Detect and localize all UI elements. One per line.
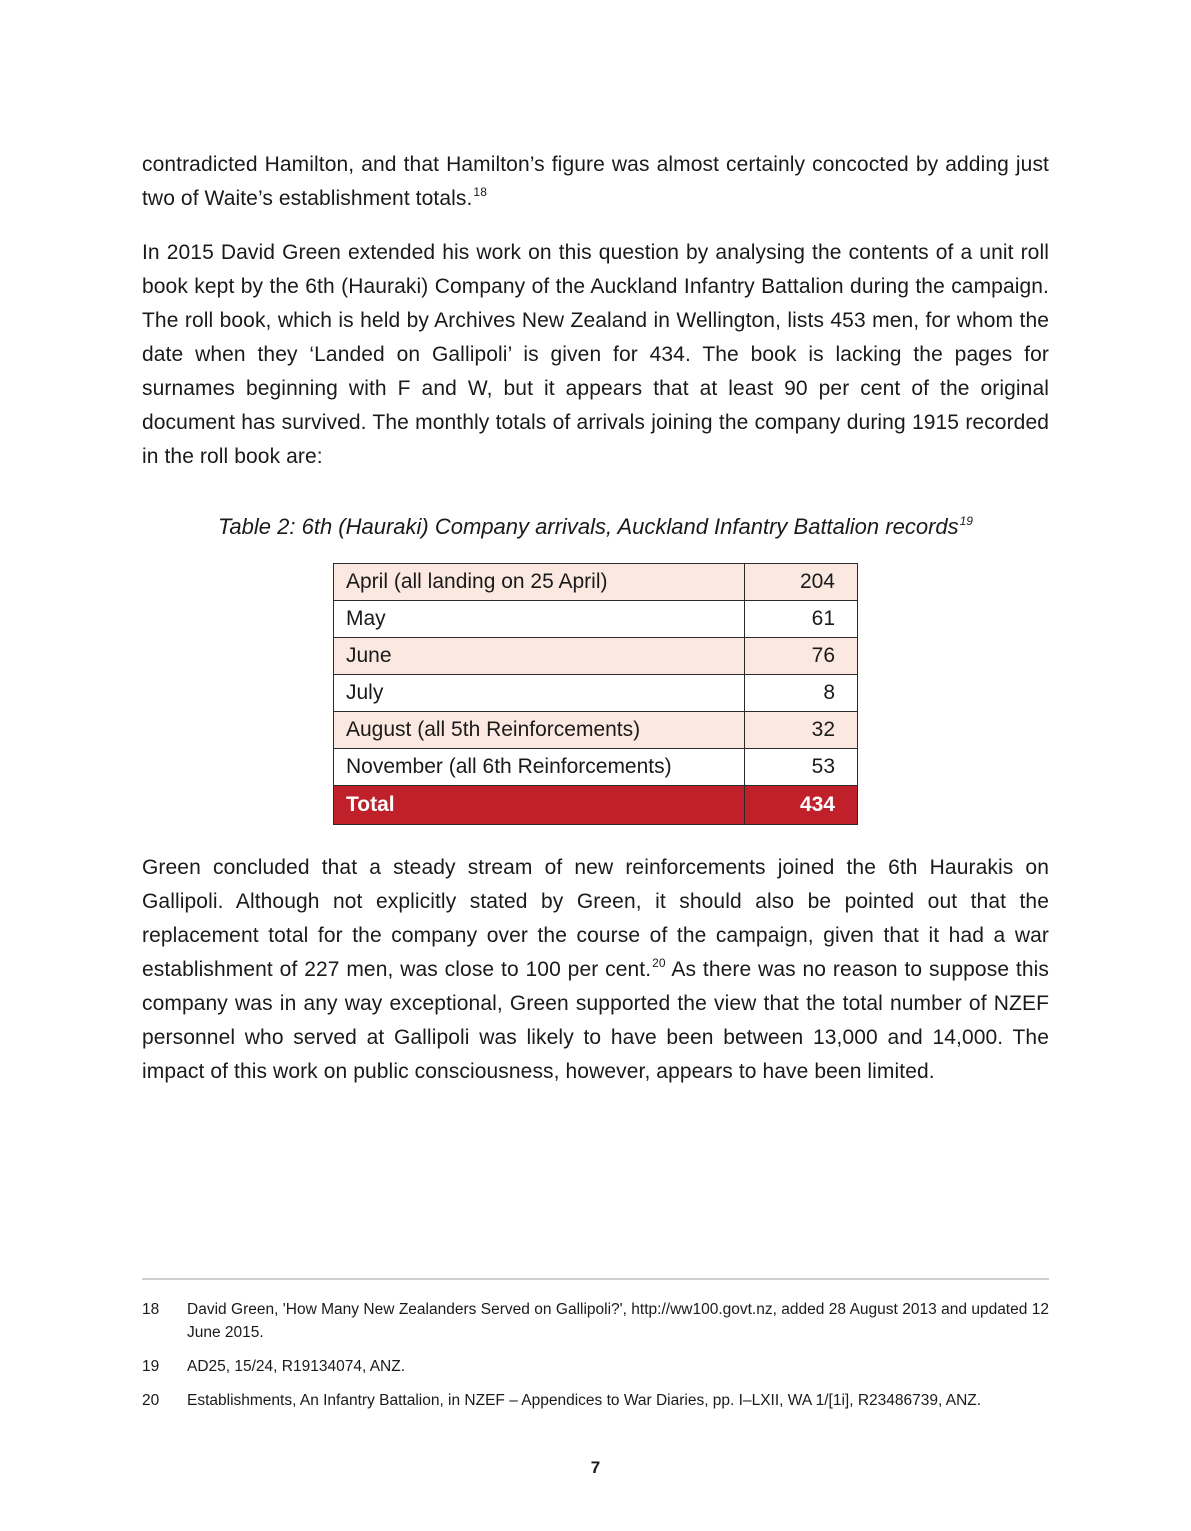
footnote-18 (142, 1298, 1049, 1344)
footnote-number: 19 (142, 1358, 160, 1375)
body-paragraph-1 (142, 148, 1049, 216)
paragraph-text: Green concluded that a steady stream of new reinforcements joined the 6th Haurakis on Gallipoli. Although not explicitly stated by Green, it should also be pointed out that the replacement total for the company over the course of the campaign, given that it had a war establishment of 227 men, was close to 100 per cent. (142, 856, 1049, 981)
row-label: July (334, 675, 745, 712)
total-value: 434 (745, 786, 858, 825)
table-container (142, 563, 1049, 825)
table-caption (142, 510, 1049, 544)
footnotes-section (142, 1278, 1049, 1423)
table-total-row (334, 786, 858, 825)
footnote-text: AD25, 15/24, R19134074, ANZ. (187, 1358, 406, 1375)
footnote-ref-18[interactable]: 18 (473, 185, 487, 199)
total-label: Total (334, 786, 745, 825)
row-value: 76 (745, 638, 858, 675)
row-value: 32 (745, 712, 858, 749)
table-row (334, 564, 858, 601)
row-label: June (334, 638, 745, 675)
paragraph-text: As there was no reason to suppose this company was in any way exceptional, Green supported the view that the total number of NZEF personnel who served at Gallipoli was likely to have been between 13,000 and 14,000. The impact of this work on public consciousness, however, appears to have been limited. (142, 958, 1049, 1083)
arrivals-table (333, 563, 858, 825)
footnote-ref-20[interactable]: 20 (652, 956, 666, 970)
body-paragraph-2: In 2015 David Green extended his work on this question by analysing the contents of a unit roll book kept by the 6th (Hauraki) Company of the Auckland Infantry Battalion during the campaign. The roll book, which is held by Archives New Zealand in Wellington, lists 453 men, for whom the date when they ‘Landed on Gallipoli’ is given for 434. The book is lacking the pages for surnames beginning with F and W, but it appears that at least 90 per cent of the original document has survived. The monthly totals of arrivals joining the company during 1915 recorded in the roll book are: (142, 241, 1049, 468)
table-row (334, 601, 858, 638)
footnote-text: Establishments, An Infantry Battalion, in NZEF – Appendices to War Diaries, pp. I–LXII, WA 1/[1i], R23486739, ANZ. (187, 1392, 982, 1409)
paragraph-text: contradicted Hamilton, and that Hamilton’s figure was almost certainly concocted by adding just two of Waite’s establishment totals. (142, 153, 1049, 210)
row-label: November (all 6th Reinforcements) (334, 749, 745, 786)
page-content (142, 148, 1049, 1089)
row-value: 204 (745, 564, 858, 601)
footnote-number: 20 (142, 1392, 160, 1409)
footnote-19 (142, 1355, 1049, 1378)
table-row (334, 712, 858, 749)
footnote-20 (142, 1389, 1049, 1412)
row-label: August (all 5th Reinforcements) (334, 712, 745, 749)
row-value: 53 (745, 749, 858, 786)
page-number: 7 (590, 1458, 601, 1477)
footnote-ref-19[interactable]: 19 (959, 514, 973, 528)
row-value: 8 (745, 675, 858, 712)
row-value: 61 (745, 601, 858, 638)
footnote-number: 18 (142, 1301, 160, 1318)
caption-text: Table 2: 6th (Hauraki) Company arrivals, Auckland Infantry Battalion records (218, 514, 959, 539)
footnote-text: David Green, 'How Many New Zealanders Served on Gallipoli?', http://ww100.govt.nz, added 28 August 2013 and updated 12 June 2015. (187, 1301, 1049, 1341)
table-row (334, 638, 858, 675)
table-row (334, 675, 858, 712)
body-paragraph-3 (142, 851, 1049, 1089)
row-label: May (334, 601, 745, 638)
row-label: April (all landing on 25 April) (334, 564, 745, 601)
table-row (334, 749, 858, 786)
